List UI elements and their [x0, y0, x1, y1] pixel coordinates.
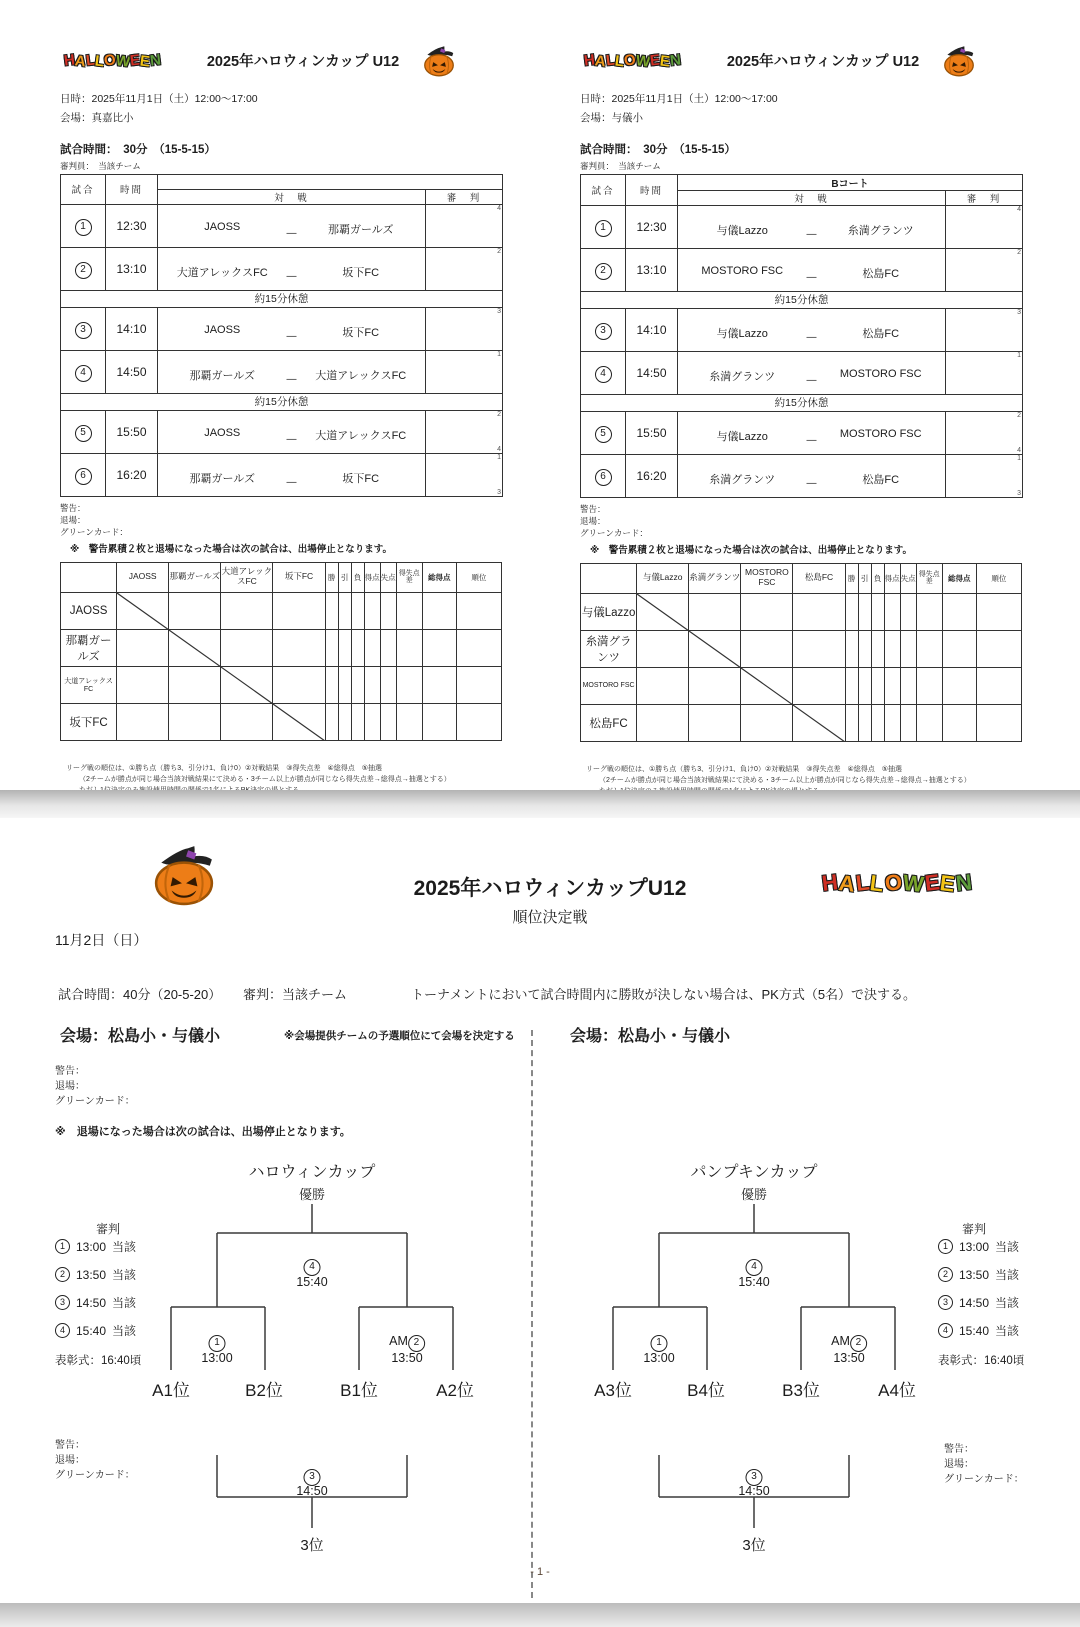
versus-dash: — — [286, 434, 297, 446]
match-row — [61, 204, 503, 247]
third-place-label: 3位 — [742, 1537, 766, 1554]
semi1-match-number: 1 — [651, 1332, 668, 1352]
tournament-page — [0, 818, 1080, 1603]
warning-label: 警告： — [55, 1066, 85, 1077]
semi2-match-time: 13:50 — [833, 1351, 865, 1365]
match-schedule-table — [60, 174, 503, 497]
bracket-team: B4位 — [687, 1381, 725, 1400]
home-team: 与儀Lazzo — [716, 225, 768, 238]
versus-dash: — — [286, 271, 297, 283]
schedule-page-yogi — [556, 28, 1030, 797]
referee-cell — [426, 307, 503, 350]
event-date: 11月2日（日） — [55, 932, 148, 948]
league-row — [61, 592, 502, 629]
referee-cell — [426, 350, 503, 393]
opponent-header: 松島FC — [793, 563, 845, 593]
bracket-team: A3位 — [594, 1381, 632, 1400]
match-number: 4 — [595, 366, 612, 383]
final-match-time: 15:40 — [296, 1275, 328, 1289]
team-label: 松島FC — [581, 704, 637, 741]
match-number: 1 — [595, 220, 612, 237]
referee-row: 2 13:50 当該 — [55, 1266, 136, 1283]
home-team: JAOSS — [204, 427, 241, 440]
match-number: 6 — [595, 469, 612, 486]
stat-header: 失点 — [380, 562, 396, 592]
referee-cell — [946, 454, 1023, 497]
referee-row: 3 14:50 当該 — [938, 1294, 1019, 1311]
halloween-logo: HALLOWEEN — [63, 50, 162, 71]
col-header-match: 試合 — [61, 174, 106, 204]
edge-digit: 3 — [1017, 308, 1022, 316]
bracket-team: B2位 — [245, 1381, 283, 1400]
stat-header: 順位 — [456, 562, 501, 592]
match-time: 12:30 — [626, 205, 678, 248]
bracket-team: B1位 — [340, 1381, 378, 1400]
opponent-header: 与儀Lazzo — [637, 563, 689, 593]
suspension-note: ※ 警告累積２枚と退場になった場合は次の試合は、出場停止となります。 — [590, 544, 912, 556]
schedule-page-makabi — [36, 28, 510, 796]
home-team: 与儀Lazzo — [716, 328, 768, 341]
match-row — [581, 454, 1023, 497]
league-table — [580, 563, 1022, 742]
stat-header: 順位 — [976, 563, 1021, 593]
stat-header: 得失点差 — [396, 562, 422, 592]
rule-line: （2チームが勝点が同じ場合当該対戦結果にて決める・3チーム以上が勝点が同じなら得失点差→総得点→抽選とする） — [599, 776, 971, 784]
match-time: 16:20 — [626, 454, 678, 497]
card-legend — [55, 1438, 135, 1483]
referee-cell — [946, 205, 1023, 248]
edge-digit: 3 — [1017, 489, 1022, 497]
stat-header: 負 — [351, 562, 364, 592]
pumpkin-icon — [132, 842, 236, 906]
sendoff-label: 退場： — [55, 1081, 85, 1092]
versus-dash: — — [806, 478, 817, 490]
stat-header: 得失点差 — [916, 563, 942, 593]
team-label: 糸満グランツ — [581, 630, 637, 667]
referee-row: 4 15:40 当該 — [938, 1322, 1019, 1339]
rule-line: リーグ戦の順位は、①勝ち点（勝ち3、引分け1、負け0）②対戦結果 ③得失点差 ④総得点 ⑤抽選 — [66, 764, 383, 772]
halloween-logo: HALLOWEEN — [820, 868, 975, 898]
page-title: 2025年ハロウィンカップ U12 — [206, 53, 400, 70]
team-label: 大道アレックスFC — [61, 666, 117, 703]
referee-cell — [426, 204, 503, 247]
card-legend — [60, 502, 510, 539]
col-header-referee: 審 判 — [426, 189, 503, 204]
edge-digit: 4 — [497, 204, 501, 212]
match-row — [581, 351, 1023, 394]
away-team: 松島FC — [862, 474, 900, 487]
warning-label: 警告： — [580, 503, 606, 514]
page-header — [36, 36, 510, 84]
event-datetime: 日時：2025年11月1日（土）12:00～17:00 — [60, 93, 258, 105]
bracket-name: ハロウィンカップ — [248, 1164, 376, 1181]
match-number: 2 — [595, 263, 612, 280]
edge-digit: 1 — [497, 453, 501, 461]
stat-header: 勝 — [325, 562, 338, 592]
card-legend — [944, 1442, 1024, 1487]
opponent-header: 坂下FC — [273, 562, 325, 592]
third-place-number: 3 — [304, 1466, 321, 1486]
ceremony-note: 表彰式：16:40頃 — [55, 1355, 142, 1367]
ceremony-note: 表彰式：16:40頃 — [938, 1355, 1025, 1367]
referee-cell — [426, 410, 503, 453]
edge-digit: 1 — [497, 350, 501, 358]
greencard-label: グリーンカード： — [55, 1470, 135, 1481]
break-row: 約15分休憩 — [61, 290, 503, 307]
stat-header: 失点 — [900, 563, 916, 593]
bracket-team: A4位 — [878, 1381, 916, 1400]
edge-digit: 1 — [1017, 351, 1022, 359]
final-match-number: 4 — [746, 1256, 763, 1276]
away-team: 坂下FC — [342, 473, 380, 486]
match-number: 4 — [75, 365, 92, 382]
pk-rule-note: トーナメントにおいて試合時間内に勝敗が決しない場合は、PK方式（5名）で決する。 — [411, 987, 917, 1002]
home-team: JAOSS — [204, 221, 241, 234]
break-row: 約15分休憩 — [61, 393, 503, 410]
third-place-time: 14:50 — [738, 1484, 770, 1498]
league-row — [581, 630, 1022, 667]
referee-note: 審判：当該チーム — [243, 987, 348, 1002]
versus-dash: — — [806, 375, 817, 387]
venue-right: 会場：松島小・与儀小 — [570, 1028, 731, 1045]
referee-header: 審判 — [962, 1222, 987, 1236]
league-row — [581, 667, 1022, 704]
court-header: Bコート — [678, 174, 1023, 190]
team-label: 坂下FC — [61, 703, 117, 740]
pumpkin-icon — [940, 44, 978, 77]
match-row — [581, 411, 1023, 454]
referee-cell — [946, 351, 1023, 394]
semi1-match-time: 13:00 — [201, 1351, 233, 1365]
stat-header: 総得点 — [422, 562, 456, 592]
match-row — [61, 350, 503, 393]
league-row — [581, 593, 1022, 630]
col-header-versus: 対 戦 — [678, 190, 946, 205]
page-header — [556, 36, 1030, 84]
referee-cell — [946, 248, 1023, 291]
match-duration: 試合時間： 30分 （15-5-15） — [60, 143, 216, 156]
home-team: MOSTORO FSC — [701, 265, 784, 278]
edge-digit: 2 — [497, 410, 501, 418]
match-time: 14:50 — [626, 351, 678, 394]
col-header-versus: 対 戦 — [158, 189, 426, 204]
match-time: 14:50 — [106, 350, 158, 393]
match-time: 12:30 — [106, 204, 158, 247]
edge-digit: 2 — [1017, 411, 1022, 419]
halloween-logo: HALLOWEEN — [583, 50, 682, 71]
greencard-label: グリーンカード： — [580, 528, 648, 539]
team-label: MOSTORO FSC — [581, 667, 637, 704]
match-row — [61, 453, 503, 496]
league-row — [61, 666, 502, 703]
home-team: 那覇ガールズ — [189, 473, 255, 486]
third-place-number: 3 — [746, 1466, 763, 1486]
bottom-band — [0, 1603, 1080, 1627]
card-legend — [580, 503, 1030, 540]
warning-label: 警告： — [60, 502, 86, 513]
event-venue: 会場：与儀小 — [580, 111, 643, 124]
referee-note: 審判員： 当該チーム — [580, 160, 661, 171]
card-legend — [55, 1064, 135, 1109]
match-number: 2 — [75, 262, 92, 279]
match-time: 13:10 — [106, 247, 158, 290]
referee-cell — [946, 308, 1023, 351]
away-team: MOSTORO FSC — [839, 368, 922, 381]
match-time: 15:50 — [106, 410, 158, 453]
referee-row: 1 13:00 当該 — [55, 1238, 136, 1255]
edge-digit: 1 — [1017, 454, 1022, 462]
away-team: 坂下FC — [342, 327, 380, 340]
match-time: 14:10 — [626, 308, 678, 351]
versus-dash: — — [286, 374, 297, 386]
bracket-team: A1位 — [152, 1381, 190, 1400]
greencard-label: グリーンカード： — [944, 1474, 1024, 1485]
champion-label: 優勝 — [740, 1187, 768, 1202]
home-team: 大道アレックスFC — [176, 267, 268, 280]
edge-digit: 2 — [497, 247, 501, 255]
stat-header: 総得点 — [942, 563, 976, 593]
referee-cell — [426, 247, 503, 290]
match-number: 3 — [595, 323, 612, 340]
semi2-match-number: AM 2 — [389, 1332, 425, 1352]
final-match-time: 15:40 — [738, 1275, 770, 1289]
match-number: 5 — [595, 426, 612, 443]
opponent-header: MOSTORO FSC — [741, 563, 793, 593]
match-row — [61, 410, 503, 453]
tournament-title: 2025年ハロウィンカップU12 — [413, 877, 687, 900]
match-time: 16:20 — [106, 453, 158, 496]
suspension-note: ※ 退場になった場合は次の試合は、出場停止となります。 — [55, 1126, 351, 1138]
stat-header: 勝 — [845, 563, 858, 593]
court-header — [158, 174, 503, 189]
referee-cell — [426, 453, 503, 496]
venue-left: 会場：松島小・与儀小 — [60, 1028, 221, 1045]
away-team: 糸満グランツ — [847, 225, 914, 238]
league-row — [581, 704, 1022, 741]
away-team: 坂下FC — [342, 267, 380, 280]
pumpkin-icon — [420, 44, 458, 77]
match-time: 14:10 — [106, 307, 158, 350]
versus-dash: — — [806, 229, 817, 241]
semi2-match-number: AM 2 — [831, 1332, 867, 1352]
bracket-team: A2位 — [436, 1381, 474, 1400]
corner-cell — [61, 562, 117, 592]
greencard-label: グリーンカード： — [55, 1096, 135, 1107]
suspension-note: ※ 警告累積２枚と退場になった場合は次の試合は、出場停止となります。 — [70, 543, 392, 555]
referee-row: 4 15:40 当該 — [55, 1322, 136, 1339]
page-number: - 1 - — [530, 1566, 550, 1578]
semi1-match-time: 13:00 — [643, 1351, 675, 1365]
match-row — [581, 205, 1023, 248]
home-team: 糸満グランツ — [709, 474, 776, 487]
away-team: 大道アレックスFC — [315, 430, 407, 443]
break-row: 約15分休憩 — [581, 394, 1023, 411]
stat-header: 得点 — [364, 562, 380, 592]
away-team: 松島FC — [862, 328, 900, 341]
break-row: 約15分休憩 — [581, 291, 1023, 308]
col-header-time: 時間 — [626, 174, 678, 205]
opponent-header: 糸満グランツ — [689, 563, 741, 593]
away-team: 大道アレックスFC — [315, 370, 407, 383]
col-header-referee: 審 判 — [946, 190, 1023, 205]
match-time: 13:10 — [626, 248, 678, 291]
center-divider — [531, 1030, 533, 1598]
match-number: 1 — [75, 219, 92, 236]
edge-digit: 4 — [497, 445, 501, 453]
bracket-team: B3位 — [782, 1381, 820, 1400]
match-duration: 試合時間： 30分 （15-5-15） — [580, 143, 736, 156]
referee-header: 審判 — [96, 1222, 121, 1236]
team-label: 那覇ガールズ — [61, 629, 117, 666]
semi1-match-number: 1 — [209, 1332, 226, 1352]
match-row — [61, 247, 503, 290]
opponent-header: 大道アレックスFC — [221, 562, 273, 592]
match-time: 15:50 — [626, 411, 678, 454]
versus-dash: — — [806, 332, 817, 344]
home-team: 那覇ガールズ — [189, 370, 255, 383]
stat-header: 引 — [338, 562, 351, 592]
greencard-label: グリーンカード： — [60, 527, 128, 538]
referee-cell — [946, 411, 1023, 454]
versus-dash: — — [806, 435, 817, 447]
match-row — [581, 248, 1023, 291]
edge-digit: 3 — [497, 307, 501, 315]
stat-header: 負 — [871, 563, 884, 593]
rule-line: （2チームが勝点が同じ場合当該対戦結果にて決める・3チーム以上が勝点が同じなら得失点差→総得点→抽選とする） — [79, 775, 451, 783]
home-team: 与儀Lazzo — [716, 431, 768, 444]
match-row — [581, 308, 1023, 351]
match-number: 6 — [75, 468, 92, 485]
match-duration: 試合時間：40分（20-5-20） — [58, 987, 222, 1002]
referee-row: 3 14:50 当該 — [55, 1294, 136, 1311]
versus-dash: — — [806, 272, 817, 284]
col-header-match: 試合 — [581, 174, 626, 205]
page-title: 2025年ハロウィンカップ U12 — [726, 53, 920, 70]
referee-note: 審判員： 当該チーム — [60, 160, 141, 171]
league-row — [61, 703, 502, 740]
league-table — [60, 562, 502, 741]
bracket-name: パンプキンカップ — [690, 1164, 818, 1181]
tournament-subtitle: 順位決定戦 — [512, 909, 588, 926]
match-row — [61, 307, 503, 350]
home-team: 糸満グランツ — [709, 371, 776, 384]
sendoff-label: 退場： — [944, 1459, 974, 1470]
match-number: 3 — [75, 322, 92, 339]
away-team: 那覇ガールズ — [328, 224, 394, 237]
versus-dash: — — [286, 477, 297, 489]
referee-row: 1 13:00 当該 — [938, 1238, 1019, 1255]
home-team: JAOSS — [204, 324, 241, 337]
sendoff-label: 退場： — [60, 515, 86, 526]
venue-note: ※会場提供チームの予選順位にて会場を決定する — [284, 1030, 515, 1042]
col-header-time: 時間 — [106, 174, 158, 204]
sendoff-label: 退場： — [55, 1455, 85, 1466]
edge-digit: 4 — [1017, 446, 1022, 454]
event-datetime: 日時：2025年11月1日（土）12:00～17:00 — [580, 93, 778, 105]
away-team: MOSTORO FSC — [839, 428, 922, 441]
rule-line: リーグ戦の順位は、①勝ち点（勝ち3、引分け1、負け0）②対戦結果 ③得失点差 ④総得点 ⑤抽選 — [586, 765, 903, 773]
champion-label: 優勝 — [298, 1187, 326, 1202]
warning-label: 警告： — [55, 1440, 85, 1451]
opponent-header: 那覇ガールズ — [169, 562, 221, 592]
league-row — [61, 629, 502, 666]
opponent-header: JAOSS — [117, 562, 169, 592]
versus-dash: — — [286, 331, 297, 343]
stat-header: 引 — [858, 563, 871, 593]
team-label: 与儀Lazzo — [581, 593, 637, 630]
warning-label: 警告： — [944, 1444, 974, 1455]
edge-digit: 3 — [497, 488, 501, 496]
sendoff-label: 退場： — [580, 516, 606, 527]
third-place-label: 3位 — [300, 1537, 324, 1554]
third-place-time: 14:50 — [296, 1484, 328, 1498]
versus-dash: — — [286, 228, 297, 240]
edge-digit: 4 — [1017, 205, 1022, 213]
stat-header: 得点 — [884, 563, 900, 593]
final-match-number: 4 — [304, 1256, 321, 1276]
page-separator-band — [0, 790, 1080, 818]
edge-digit: 2 — [1017, 248, 1022, 256]
match-schedule-table — [580, 174, 1023, 498]
match-number: 5 — [75, 425, 92, 442]
semi2-match-time: 13:50 — [391, 1351, 423, 1365]
away-team: 松島FC — [862, 268, 900, 281]
corner-cell — [581, 563, 637, 593]
referee-row: 2 13:50 当該 — [938, 1266, 1019, 1283]
team-label: JAOSS — [61, 592, 117, 629]
event-venue: 会場：真嘉比小 — [60, 111, 134, 124]
